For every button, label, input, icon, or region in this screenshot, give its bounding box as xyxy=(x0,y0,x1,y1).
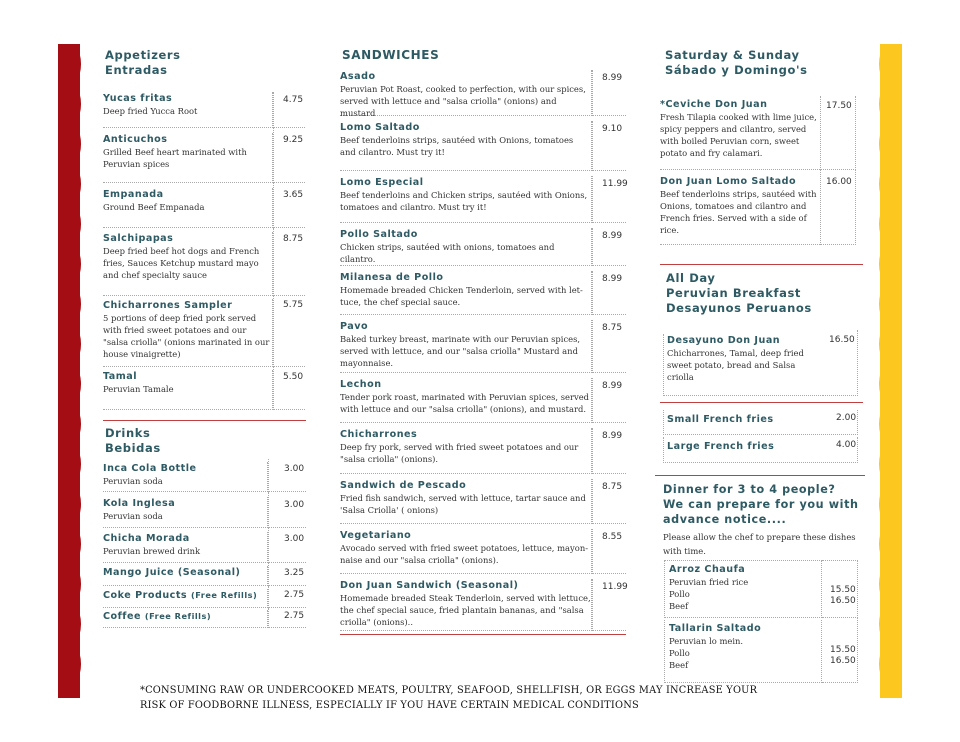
item-price: 3.00 xyxy=(284,464,305,474)
item-price: 15.50 16.50 xyxy=(830,585,856,606)
right-yellow-band xyxy=(880,44,902,698)
list-item: Don Juan Sandwich (Seasonal) Homemade breaded Steak Tenderloin, served with lettuce, the chef special sauce, fried plantain bananas, and "salsa criolla" (onions).. xyxy=(340,579,592,631)
item-price: 9.25 xyxy=(283,135,304,145)
appetizers-heading: Appetizers Entradas xyxy=(105,48,181,77)
footer-disclaimer: *CONSUMING RAW OR UNDERCOOKED MEATS, POULTRY, SEAFOOD, SHELLFISH, OR EGGS MAY INCREASE YOUR RISK OF FOODBORNE ILLNESS, ESPECIALLY IF YOU HAVE CERTAIN MEDICAL CONDITIONS xyxy=(140,685,758,711)
list-item: Yucas fritas Deep fried Yucca Root xyxy=(103,92,273,128)
divider xyxy=(660,402,863,403)
item-price: 8.99 xyxy=(602,431,623,441)
item-price: 16.00 xyxy=(826,177,852,187)
list-item: Coke Products (Free Refills) xyxy=(103,589,268,608)
list-item: Lomo Saltado Beef tenderloins strips, sautéed with Onions, tomatoes and cilantro. Must try it! xyxy=(340,121,592,171)
item-price: 5.75 xyxy=(283,300,304,310)
list-item: Pollo Saltado Chicken strips, sautéed with onions, tomatoes and cilantro. xyxy=(340,228,592,266)
left-red-band xyxy=(58,44,80,698)
dinner-note: Please allow the chef to prepare these dishes with time. xyxy=(663,532,856,556)
item-price: 3.00 xyxy=(284,534,305,544)
item-price: 8.75 xyxy=(602,323,623,333)
item-price: 4.75 xyxy=(283,95,304,105)
list-item: Lomo Especial Beef tenderloins and Chicken strips, sautéed with Onions, tomatoes and cilantro. Must try it! xyxy=(340,176,592,223)
list-item: Inca Cola Bottle Peruvian soda xyxy=(103,462,268,492)
list-item: Coffee (Free Refills) xyxy=(103,610,268,628)
item-price: 11.99 xyxy=(602,179,628,189)
list-item: Don Juan Lomo Saltado Beef tenderloins strips, sautéed with Onions, tomatoes and cilantro and French fries. Served with a side of rice. xyxy=(660,175,820,245)
list-item: Large French fries xyxy=(663,437,858,463)
list-item: Vegetariano Avocado served with fried sweet potatoes, lettuce, mayon-naise and our "salsa criolla" (onions). xyxy=(340,529,592,574)
list-item: Tallarin Saltado Peruvian lo mein. Pollo Beef xyxy=(664,620,822,683)
list-item: Small French fries xyxy=(663,410,858,435)
list-item: Desayuno Don Juan Chicharrones, Tamal, deep fried sweet potato, bread and Salsa criolla xyxy=(663,334,823,396)
item-price: 3.00 xyxy=(284,500,305,510)
item-price: 8.99 xyxy=(602,381,623,391)
item-price: 17.50 xyxy=(826,101,852,111)
list-item: Chicha Morada Peruvian brewed drink xyxy=(103,532,268,563)
item-price: 8.99 xyxy=(602,274,623,284)
item-price: 11.99 xyxy=(602,582,628,592)
breakfast-heading: All Day Peruvian Breakfast Desayunos Peruanos xyxy=(666,271,812,315)
list-item: Anticuchos Grilled Beef heart marinated with Peruvian spices xyxy=(103,133,273,183)
list-item: Pavo Baked turkey breast, marinate with our Peruvian spices, served with lettuce, and our "salsa criolla" Mustard and mayonnaise. xyxy=(340,320,592,373)
list-item: Mango Juice (Seasonal) xyxy=(103,566,268,586)
list-item: Milanesa de Pollo Homemade breaded Chicken Tenderloin, served with let-tuce, the chef special sauce. xyxy=(340,271,592,315)
item-price: 16.50 xyxy=(829,335,855,345)
list-item: *Ceviche Don Juan Fresh Tilapia cooked with lime juice, spicy peppers and cilantro, served with boiled Peruvian corn, sweet potato and fry calamari. xyxy=(660,98,820,170)
divider xyxy=(103,420,306,421)
list-item: Arroz Chaufa Peruvian fried rice Pollo Beef xyxy=(664,560,822,618)
list-item: Salchipapas Deep fried beef hot dogs and French fries, Sauces Ketchup mustard mayo and chef specialty sauce xyxy=(103,232,273,296)
item-price: 3.65 xyxy=(283,190,304,200)
weekend-heading: Saturday & Sunday Sábado y Domingo's xyxy=(665,48,808,77)
item-price: 5.50 xyxy=(283,372,304,382)
list-item: Chicharrones Deep fry pork, served with fried sweet potatoes and our "salsa criolla" (onions). xyxy=(340,428,592,474)
item-price: 8.75 xyxy=(602,482,623,492)
divider xyxy=(655,475,865,476)
list-item: Tamal Peruvian Tamale xyxy=(103,370,273,410)
drinks-heading: Drinks Bebidas xyxy=(105,426,161,455)
list-item: Kola Inglesa Peruvian soda xyxy=(103,497,268,528)
divider xyxy=(660,264,863,265)
sandwiches-heading: SANDWICHES xyxy=(342,48,440,62)
dinner-heading: Dinner for 3 to 4 people? We can prepare for you with advance notice.... xyxy=(663,483,859,526)
item-price: 4.00 xyxy=(836,440,857,450)
item-price: 15.50 16.50 xyxy=(830,645,856,666)
list-item: Empanada Ground Beef Empanada xyxy=(103,188,273,228)
list-item: Lechon Tender pork roast, marinated with Peruvian spices, served with lettuce and our "salsa criolla" (onions), and mustard. xyxy=(340,378,592,423)
list-item: Sandwich de Pescado Fried fish sandwich, served with lettuce, tartar sauce and 'Salsa Criolla' ( onions) xyxy=(340,479,592,524)
item-price: 8.55 xyxy=(602,532,623,542)
item-price: 2.75 xyxy=(284,590,305,600)
item-price: 2.75 xyxy=(284,611,305,621)
item-price: 9.10 xyxy=(602,124,623,134)
list-item: Chicharrones Sampler 5 portions of deep fried pork served with fried sweet potatoes and our "salsa criolla" (onions marinated in our house vinaigrette) xyxy=(103,299,273,367)
item-price: 3.25 xyxy=(284,568,305,578)
item-price: 8.99 xyxy=(602,73,623,83)
divider xyxy=(340,634,626,635)
item-price: 8.75 xyxy=(283,234,304,244)
item-price: 2.00 xyxy=(836,413,857,423)
item-price: 8.99 xyxy=(602,231,623,241)
list-item: Asado Peruvian Pot Roast, cooked to perfection, with our spices, served with lettuce and "salsa criolla" (onions) and mustard xyxy=(340,70,592,116)
